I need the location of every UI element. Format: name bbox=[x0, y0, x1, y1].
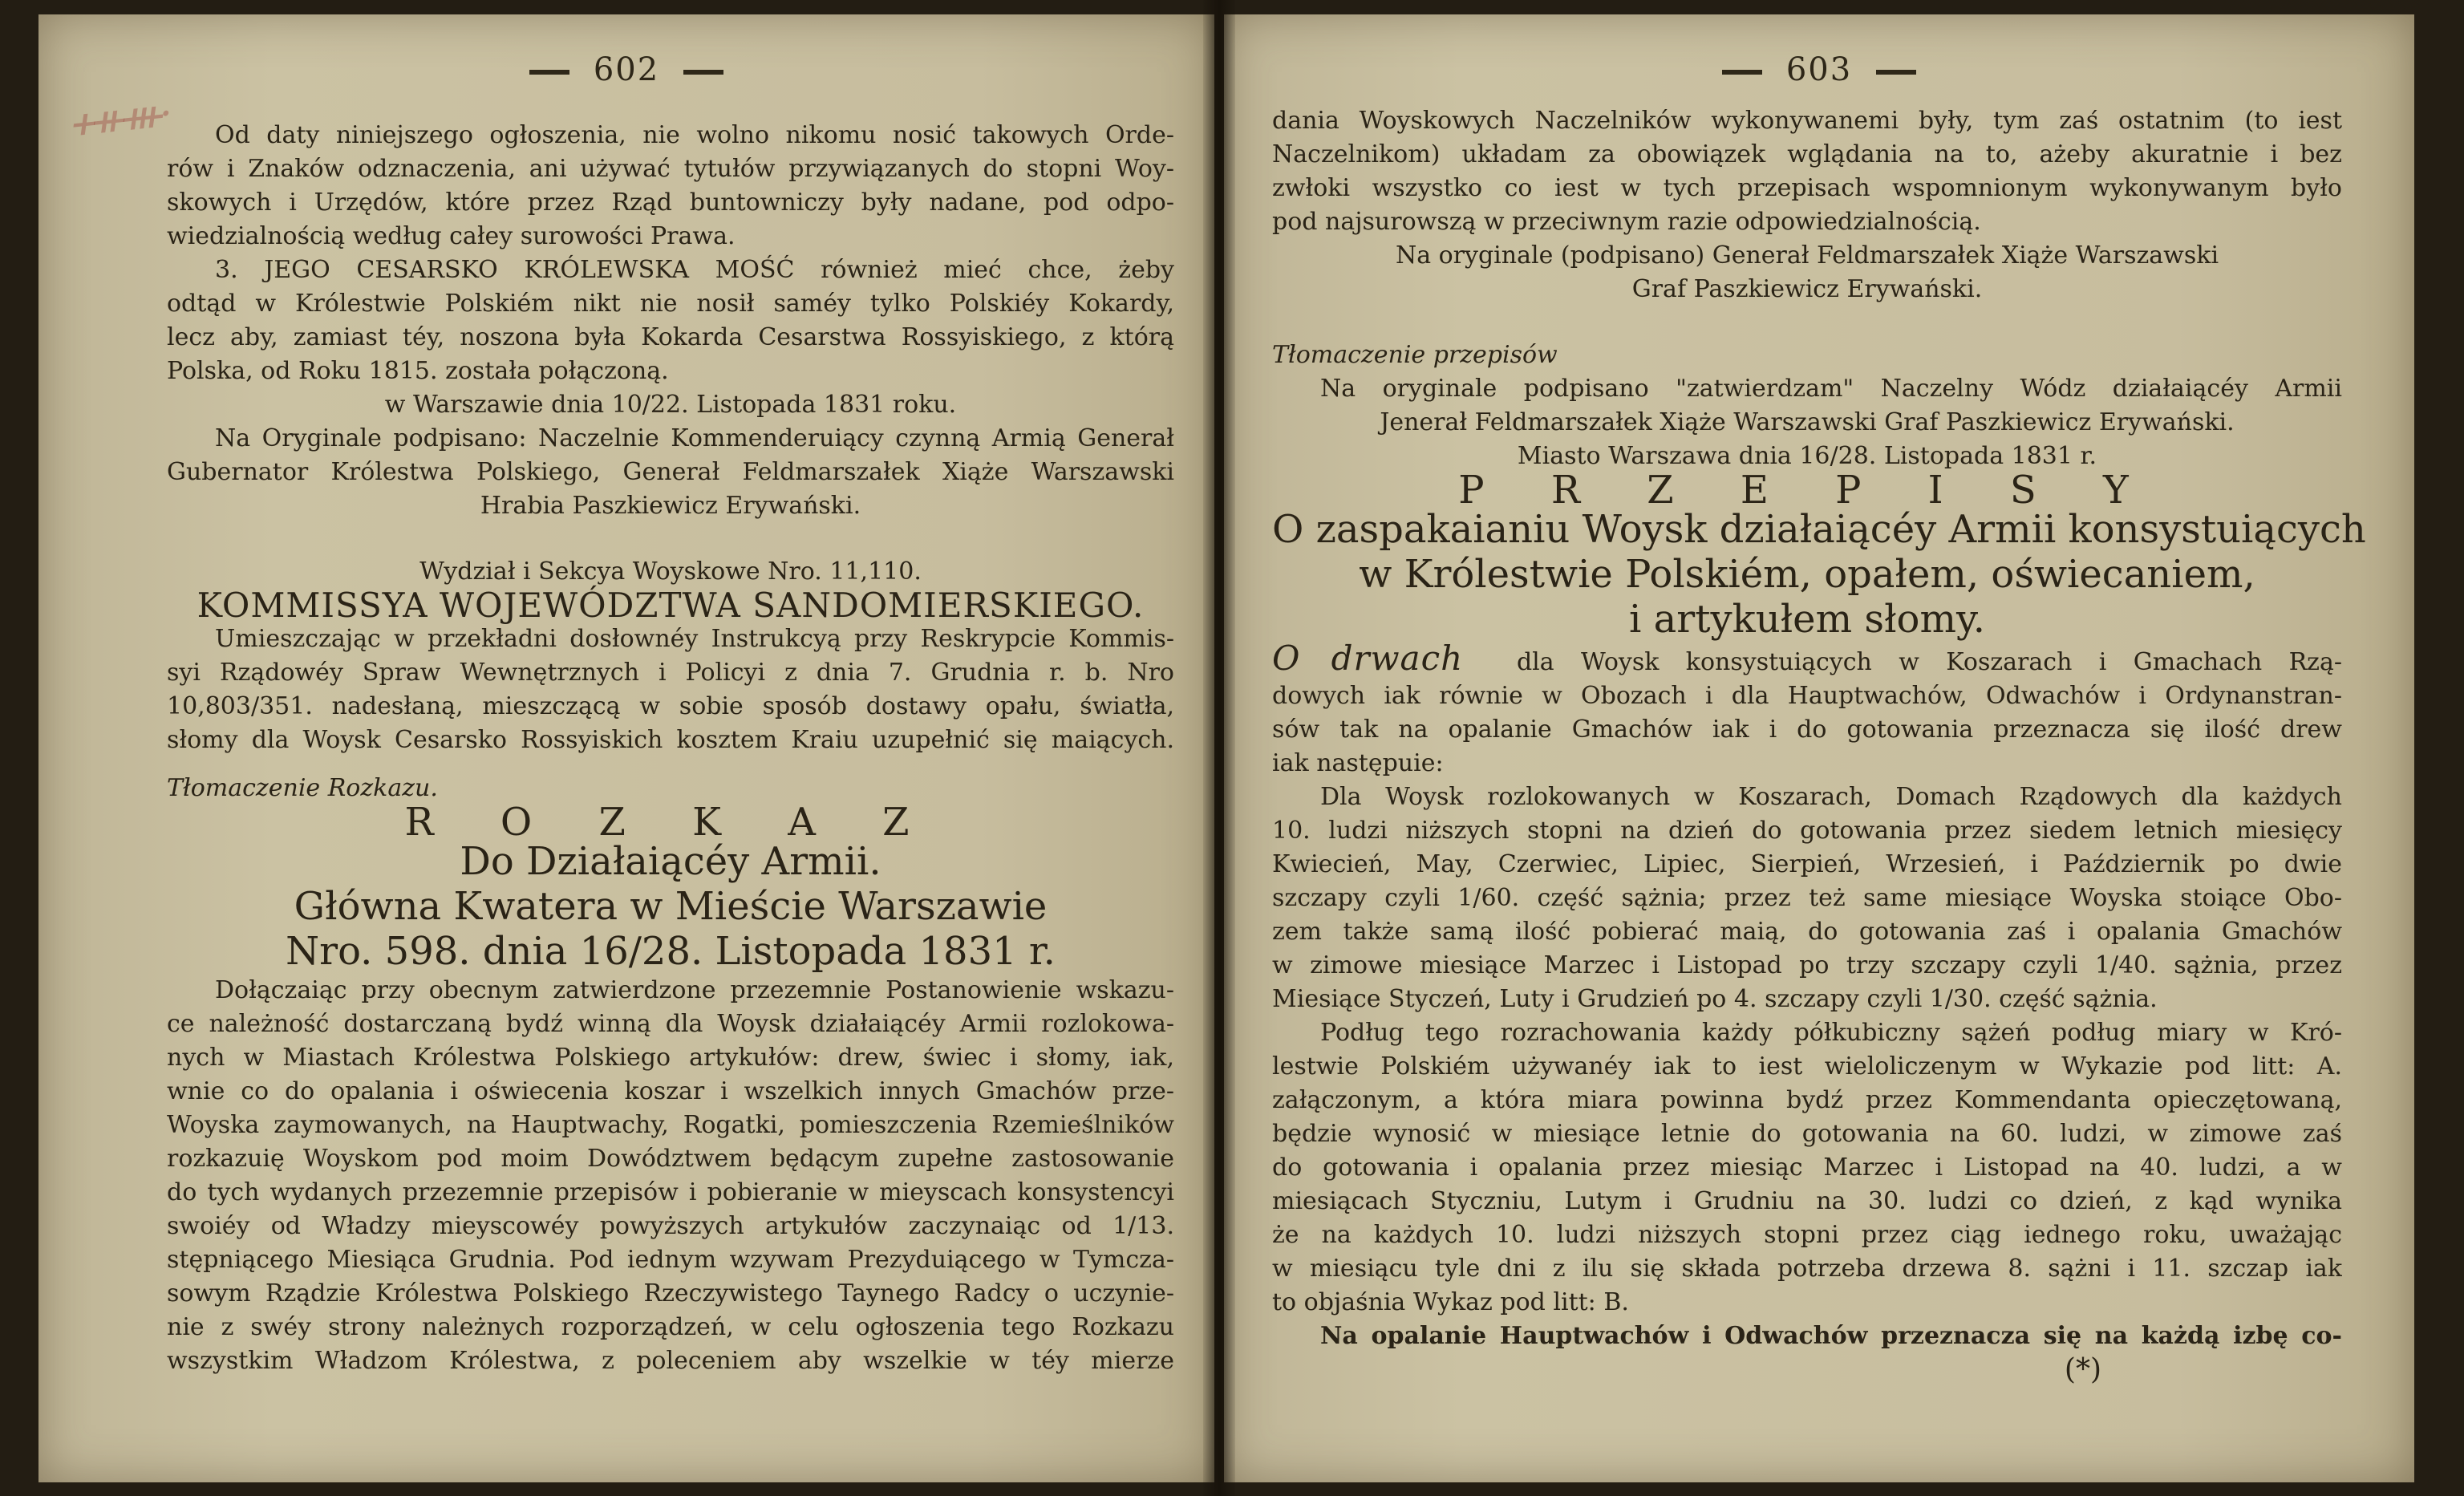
regulations-subtitle: w Królestwie Polskiém, opałem, oświecaniem, bbox=[1359, 552, 2255, 597]
paragraph-line: w miesiącu tyle dni z ilu się składa potrzeba drzewa 8. sążni i 11. szczap iak bbox=[1272, 1255, 2342, 1283]
header-dash bbox=[529, 70, 569, 75]
header-dash bbox=[683, 70, 723, 75]
paragraph-line: sowym Rządzie Królestwa Polskiego Rzeczywistego Taynego Radcy o uczynie- bbox=[167, 1279, 1174, 1307]
paragraph-line: wszystkim Władzom Królestwa, z poleceniem aby wszelkie w téy mierze bbox=[167, 1347, 1174, 1375]
paragraph-line: 3. JEGO CESARSKO KRÓLEWSKA MOŚĆ również mieć chce, żeby bbox=[215, 256, 1174, 284]
paragraph-line: do tych wydanych przezemnie przepisów i pobieranie w mieyscach konsystencyi bbox=[167, 1178, 1174, 1206]
paragraph-line: Polska, od Roku 1815. została połączoną. bbox=[167, 357, 669, 385]
paragraph-line: swoiéy od Władzy mieyscowéy powyższych artykułów zaczynaiąc od 1/13. bbox=[167, 1212, 1174, 1240]
paragraph-line: słomy dla Woysk Cesarsko Rossyiskich kosztem Kraiu uzupełnić się maiących. bbox=[167, 726, 1174, 754]
paragraph-line: zwłoki wszystko co iest w tych przepisach wspomnionym wykonywanym było bbox=[1272, 174, 2342, 202]
paragraph-line: Podług tego rozrachowania każdy półkubiczny sążeń podług miary w Kró- bbox=[1320, 1019, 2342, 1047]
paragraph-line: dania Woyskowych Naczelników wykonywanemi były, tym zaś ostatnim (to iest bbox=[1272, 107, 2342, 135]
paragraph-line: nych w Miastach Królestwa Polskiego artykułów: drew, świec i słomy, iak, bbox=[167, 1044, 1174, 1072]
paragraph-line: lecz aby, zamiast téy, noszona była Kokarda Cesarstwa Rossyiskiego, z którą bbox=[167, 323, 1174, 351]
page-number-right bbox=[1224, 51, 2414, 88]
paragraph-line: wnie co do opalania i oświecenia koszar i wszelkich innych Gmachów prze- bbox=[167, 1077, 1174, 1105]
regulations-subtitle: O zaspakaianiu Woysk działaiącéy Armii konsystuiących bbox=[1272, 507, 2366, 552]
signature-line: Na oryginale (podpisano) Generał Feldmarszałek Xiąże Warszawski bbox=[1395, 241, 2219, 270]
section-heading: O drwach bbox=[1272, 642, 1464, 678]
paragraph-line: to objaśnia Wykaz pod litt: B. bbox=[1272, 1288, 1629, 1316]
paragraph-line: odtąd w Królestwie Polskiém nikt nie nosił saméy tylko Polskiéy Kokardy, bbox=[167, 290, 1174, 318]
paragraph-line: Umieszczając w przekładni dosłownéy Instrukcyą przy Reskrypcie Kommis- bbox=[215, 625, 1174, 653]
paragraph-line: załączonym, a która miara powinna bydź przez Kommendanta opieczętowaną, bbox=[1272, 1086, 2342, 1114]
spacer bbox=[167, 523, 1174, 555]
paragraph-line: będzie wynosić w miesiące letnie do gotowania na 60. ludzi, w zimowe zaś bbox=[1272, 1120, 2342, 1148]
page-number-text: 602 bbox=[593, 51, 660, 88]
paragraph-line: wiedzialnością według całey surowości Prawa. bbox=[167, 222, 736, 250]
paragraph-line: rów i Znaków odznaczenia, ani używać tytułów przywiązanych do stopni Woy- bbox=[167, 155, 1174, 183]
page-number-left bbox=[38, 51, 1214, 88]
date-line: w Warszawie dnia 10/22. Listopada 1831 roku. bbox=[384, 391, 957, 419]
paragraph-line: Od daty niniejszego ogłoszenia, nie wolno nikomu nosić takowych Orde- bbox=[215, 121, 1174, 149]
paragraph-line: skowych i Urzędów, które przez Rząd buntowniczy były nadane, pod odpo- bbox=[167, 189, 1174, 217]
paragraph-line: sów tak na opalanie Gmachów iak i do gotowania przeznacza się ilość drew bbox=[1272, 716, 2342, 744]
page-number-text: 603 bbox=[1785, 51, 1853, 88]
library-stamp: ᚐᚑᚒ· bbox=[68, 89, 176, 148]
right-page-text bbox=[1272, 104, 2366, 1387]
right-page bbox=[1224, 14, 2414, 1482]
paragraph-line: lestwie Polskiém używanéy iak to iest wieloliczenym w Wykazie pod litt: A. bbox=[1272, 1052, 2342, 1080]
signature-line: Na Oryginale podpisano: Naczelnie Kommenderuiący czynną Armią Generał bbox=[215, 424, 1174, 452]
approval-line: Jenerał Feldmarszałek Xiąże Warszawski Graf Paszkiewicz Erywański. bbox=[1380, 408, 2235, 436]
left-page-text bbox=[167, 119, 1174, 1378]
paragraph-line: Dla Woysk rozlokowanych w Koszarach, Domach Rządowych dla każdych bbox=[1320, 783, 2342, 811]
left-page bbox=[38, 14, 1214, 1482]
paragraph-line: Kwiecień, May, Czerwiec, Lipiec, Sierpień, Wrzesień, i Październik po dwie bbox=[1272, 850, 2342, 878]
approval-line: Na oryginale podpisano "zatwierdzam" Naczelny Wódz działaiącéy Armii bbox=[1320, 375, 2342, 403]
signature-line: Gubernator Królestwa Polskiego, Generał Feldmarszałek Xiąże Warszawski bbox=[167, 458, 1174, 486]
paragraph-line: stępniącego Miesiąca Grudnia. Pod iednym wzywam Prezyduiącego w Tymcza- bbox=[167, 1246, 1174, 1274]
paragraph-line: Dołączaiąc przy obecnym zatwierdzone przezemnie Postanowienie wskazu- bbox=[215, 976, 1174, 1004]
paragraph-line: zem także samą ilość pobierać maią, do gotowania zaś i opalania Gmachów bbox=[1272, 918, 2342, 946]
paragraph-line: 10,803/351. nadesłaną, mieszczącą w sobie sposób dostawy opału, światła, bbox=[167, 692, 1174, 720]
order-subtitle: Do Działaiącéy Armii. bbox=[460, 839, 881, 884]
paragraph-line: rozkazuię Woyskom pod moim Dowództwem będącym zupełne zastosowanie bbox=[167, 1145, 1174, 1173]
department-line: Wydział i Sekcya Woyskowe Nro. 11,110. bbox=[419, 557, 922, 586]
header-dash bbox=[1722, 70, 1762, 75]
book-gutter bbox=[1203, 0, 1235, 1496]
signature-line: Hrabia Paszkiewicz Erywański. bbox=[480, 492, 861, 520]
paragraph-line: miesiącach Styczniu, Lutym i Grudniu na 30. ludzi co dzień, z kąd wynika bbox=[1272, 1187, 2342, 1215]
paragraph-line: że na każdych 10. ludzi niższych stopni przez ciąg iednego roku, uważając bbox=[1272, 1221, 2342, 1249]
translation-label: Tłomaczenie Rozkazu. bbox=[167, 774, 438, 802]
regulations-subtitle: i artykułem słomy. bbox=[1629, 597, 1985, 642]
paragraph-line: 10. ludzi niższych stopni na dzień do gotowania przez siedem letnich miesięcy bbox=[1272, 817, 2342, 845]
order-number: Nro. 598. dnia 16/28. Listopada 1831 r. bbox=[286, 929, 1056, 974]
paragraph-line: ce należność dostarczaną bydź winną dla Woysk działaiącéy Armii rozlokowa- bbox=[167, 1010, 1174, 1038]
paragraph-line: Woyska zaymowanych, na Hauptwachy, Rogatki, pomieszczenia Rzemieślników bbox=[167, 1111, 1174, 1139]
paragraph-line: iak następuie: bbox=[1272, 749, 1444, 777]
spacer bbox=[167, 757, 1174, 772]
paragraph-line: syi Rządowéy Spraw Wewnętrznych i Policyi z dnia 7. Grudnia r. b. Nro bbox=[167, 659, 1174, 687]
signature-line: Graf Paszkiewicz Erywański. bbox=[1631, 275, 1983, 303]
order-title: R O Z K A Z bbox=[404, 800, 937, 845]
footnote-mark: (*) bbox=[2064, 1353, 2101, 1386]
header-dash bbox=[1876, 70, 1916, 75]
approval-line: Miasto Warszawa dnia 16/28. Listopada 1831 r. bbox=[1517, 442, 2097, 470]
paragraph-line: w zimowe miesiące Marzec i Listopad po trzy szczapy czyli 1/40. sążnia, przez bbox=[1272, 951, 2342, 979]
paragraph-line: dowych iak równie w Obozach i dla Hauptwachów, Odwachów i Ordynanstran- bbox=[1272, 682, 2342, 710]
paragraph-line: nie z swéy strony należnych rozporządzeń, w celu ogłoszenia tego Rozkazu bbox=[167, 1313, 1174, 1341]
spacer bbox=[1272, 306, 2342, 339]
paragraph-line: Naczelnikom) układam za obowiązek wglądania na to, ażeby akuratnie i bez bbox=[1272, 140, 2342, 168]
paragraph-line: szczapy czyli 1/60. część sążnia; przez też same miesiące Woyska stoiące Obo- bbox=[1272, 884, 2342, 912]
translation-label: Tłomaczenie przepisów bbox=[1272, 341, 1558, 369]
section-first-line bbox=[1272, 642, 2342, 679]
regulations-title: P R Z E P I S Y bbox=[1458, 468, 2156, 513]
commission-heading: KOMMISSYA WOJEWÓDZTWA SANDOMIERSKIEGO. bbox=[197, 586, 1145, 625]
order-hq: Główna Kwatera w Mieście Warszawie bbox=[294, 884, 1048, 929]
paragraph-line: Miesiące Styczeń, Luty i Grudzień po 4. szczapy czyli 1/30. część sążnia. bbox=[1272, 985, 2158, 1013]
section-line-text: dla Woysk konsystuiących w Koszarach i Gmachach Rzą- bbox=[1516, 648, 2342, 676]
paragraph-line: do gotowania i opalania przez miesiąc Marzec i Listopad na 40. ludzi, a w bbox=[1272, 1153, 2342, 1182]
paragraph-line: pod najsurowszą w przeciwnym razie odpowiedzialnością. bbox=[1272, 208, 1981, 236]
paragraph-line: Na opalanie Hauptwachów i Odwachów przeznacza się na każdą izbę co- bbox=[1320, 1322, 2342, 1350]
